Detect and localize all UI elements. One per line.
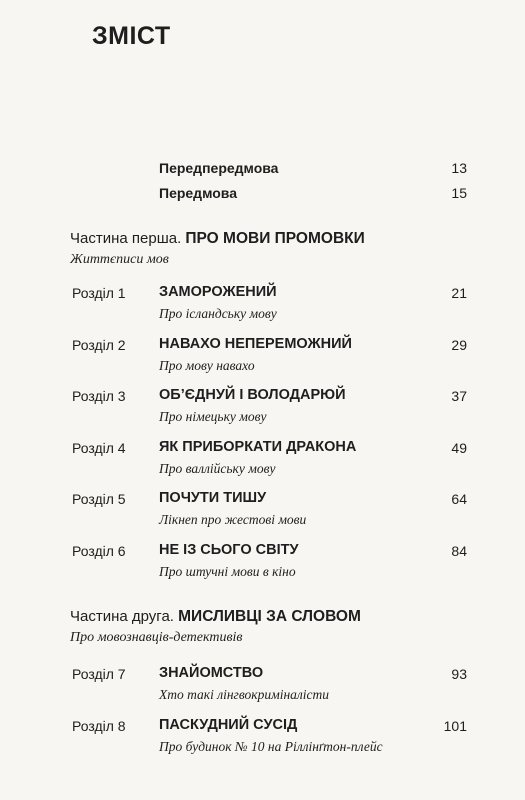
chapter-page: 49 bbox=[451, 440, 467, 456]
toc-chapter-4[interactable] bbox=[72, 439, 467, 483]
part-heading-2 bbox=[70, 608, 470, 646]
chapter-subtitle: Про німецьку мову bbox=[159, 409, 267, 424]
entry-title: Передпередмова bbox=[159, 160, 279, 176]
part-subtitle: Життєписи мов bbox=[70, 252, 169, 267]
chapter-label: Розділ 5 bbox=[72, 491, 126, 507]
chapter-title: ПОЧУТИ ТИШУ bbox=[159, 490, 267, 506]
toc-chapter-1[interactable] bbox=[72, 284, 467, 328]
chapter-page: 21 bbox=[451, 285, 467, 301]
chapter-page: 37 bbox=[451, 388, 467, 404]
entry-page: 15 bbox=[451, 185, 467, 201]
part-heading-1 bbox=[70, 230, 470, 268]
part-label: Частина друга. bbox=[70, 608, 174, 625]
chapter-label: Розділ 2 bbox=[72, 337, 126, 353]
chapter-subtitle: Про валлійську мову bbox=[159, 461, 276, 476]
chapter-title: ЯК ПРИБОРКАТИ ДРАКОНА bbox=[159, 439, 357, 455]
toc-entry-preface[interactable] bbox=[159, 185, 467, 205]
part-subtitle: Про мовознавців-детективів bbox=[70, 630, 243, 645]
toc-chapter-7[interactable] bbox=[72, 665, 467, 709]
chapter-subtitle: Про ісландську мову bbox=[159, 306, 277, 321]
page-title: ЗМІСТ bbox=[92, 22, 171, 50]
chapter-label: Розділ 3 bbox=[72, 388, 126, 404]
chapter-title: ЗАМОРОЖЕНИЙ bbox=[159, 284, 277, 300]
part-title: ПРО МОВИ ПРОМОВКИ bbox=[185, 230, 365, 247]
entry-title: Передмова bbox=[159, 185, 238, 201]
chapter-subtitle: Хто такі лінгвокриміналісти bbox=[159, 687, 330, 702]
entry-page: 13 bbox=[451, 160, 467, 176]
chapter-subtitle: Лікнеп про жестові мови bbox=[159, 512, 307, 527]
toc-chapter-5[interactable] bbox=[72, 490, 467, 534]
part-title: МИСЛИВЦІ ЗА СЛОВОМ bbox=[178, 608, 361, 625]
chapter-title: ОБ’ЄДНУЙ І ВОЛОДАРЮЙ bbox=[159, 387, 346, 403]
chapter-label: Розділ 7 bbox=[72, 666, 126, 682]
chapter-page: 29 bbox=[451, 337, 467, 353]
toc-chapter-3[interactable] bbox=[72, 387, 467, 431]
toc-entry-prepreface[interactable] bbox=[159, 160, 467, 180]
chapter-title: ЗНАЙОМСТВО bbox=[159, 665, 264, 681]
part-label: Частина перша. bbox=[70, 230, 182, 247]
toc-chapter-2[interactable] bbox=[72, 336, 467, 380]
chapter-label: Розділ 8 bbox=[72, 718, 126, 734]
chapter-title: ПАСКУДНИЙ СУСІД bbox=[159, 717, 298, 733]
chapter-page: 93 bbox=[451, 666, 467, 682]
chapter-label: Розділ 6 bbox=[72, 543, 126, 559]
chapter-page: 84 bbox=[451, 543, 467, 559]
toc-chapter-8[interactable] bbox=[72, 717, 467, 761]
chapter-subtitle: Про будинок № 10 на Ріллінґтон-плейс bbox=[159, 739, 383, 754]
chapter-subtitle: Про мову навахо bbox=[159, 358, 255, 373]
chapter-page: 101 bbox=[443, 718, 467, 734]
chapter-page: 64 bbox=[451, 491, 467, 507]
chapter-title: НЕ ІЗ СЬОГО СВІТУ bbox=[159, 542, 299, 558]
toc-chapter-6[interactable] bbox=[72, 542, 467, 586]
chapter-label: Розділ 1 bbox=[72, 285, 126, 301]
chapter-title: НАВАХО НЕПЕРЕМОЖНИЙ bbox=[159, 336, 352, 352]
chapter-subtitle: Про штучні мови в кіно bbox=[159, 564, 296, 579]
chapter-label: Розділ 4 bbox=[72, 440, 126, 456]
